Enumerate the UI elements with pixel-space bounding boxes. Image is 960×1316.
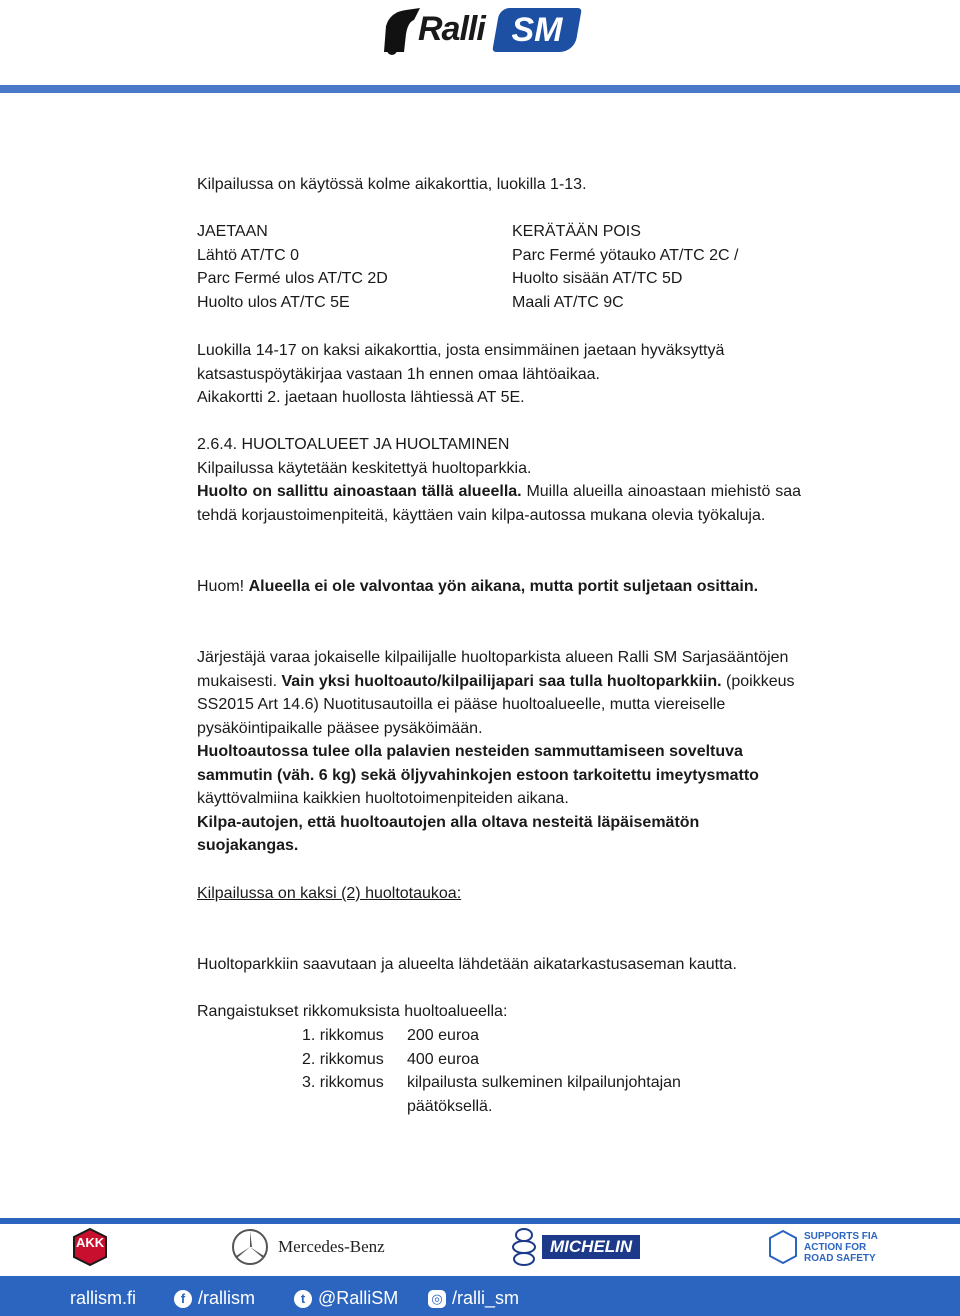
footer-links xyxy=(0,1282,960,1316)
service-breaks-heading: Kilpailussa on kaksi (2) huoltotaukoa: xyxy=(197,885,462,902)
penalty-row xyxy=(197,1071,801,1118)
akk-small-badge-icon xyxy=(768,1230,798,1264)
mercedes-logo xyxy=(230,1222,385,1272)
twitter-text: @RalliSM xyxy=(318,1288,399,1308)
akk-text: AKK xyxy=(76,1235,105,1250)
collected-column xyxy=(512,220,738,314)
page-header xyxy=(0,0,960,95)
fia-action-text: SUPPORTS FIA ACTION FOR ROAD SAFETY xyxy=(804,1230,878,1264)
twitter-icon: t xyxy=(294,1290,312,1308)
text-line: katsastuspöytäkirjaa vastaan 1h ennen omaa lähtöaikaa. xyxy=(197,365,600,383)
text-span: (poikkeus SS2015 Art 14.6) Nuotitusautoilla ei pääse huoltoalueelle, mutta viereiselle pysäköintipaikalle pääsee pysäköimään. xyxy=(197,672,795,737)
logo-badge: SM xyxy=(492,8,582,52)
distributed-column xyxy=(197,220,388,314)
facebook-link[interactable] xyxy=(174,1288,255,1309)
bold-text: Vain yksi huoltoauto/kilpailijapari saa tulla huoltoparkkiin. xyxy=(281,672,722,690)
column-line: JAETAAN xyxy=(197,223,268,240)
penalty-value: 400 euroa xyxy=(407,1050,480,1068)
text-line: Kilpailussa käytetään keskitettyä huoltoparkkia. xyxy=(197,459,532,477)
entry-text: Huoltoparkkiin saavutaan ja alueelta lähdetään aikatarkastusaseman kautta. xyxy=(197,956,737,973)
text-span: Muilla alueilla ainoastaan miehistö saa tehdä korjaustoimenpiteitä, käyttäen vain kilpa-autossa mukana olevia työkaluja. xyxy=(197,483,802,524)
ralli-sm-logo xyxy=(380,4,580,64)
column-line: Huolto ulos AT/TC 5E xyxy=(197,293,350,311)
penalty-row xyxy=(197,1048,801,1072)
huom-paragraph xyxy=(197,575,801,599)
facebook-icon: f xyxy=(174,1290,192,1308)
bold-text: Kilpa-autojen, että huoltoautojen alla oltava nesteitä läpäisemätön suojakangas. xyxy=(197,813,700,854)
penalty-label: 3. rikkomus xyxy=(302,1074,384,1091)
column-line: KERÄTÄÄN POIS xyxy=(512,223,641,240)
intro-text: Kilpailussa on käytössä kolme aikakorttia, luokilla 1-13. xyxy=(197,176,587,193)
website-link[interactable] xyxy=(70,1288,136,1309)
instagram-icon: ◎ xyxy=(428,1290,446,1308)
penalties-list xyxy=(197,1024,801,1124)
text-line: käyttövalmiina kaikkien huoltotoimenpiteiden aikana. xyxy=(197,790,569,807)
header-bar xyxy=(0,85,960,93)
column-line: Huolto sisään AT/TC 5D xyxy=(512,270,683,287)
fia-action-logo xyxy=(768,1222,894,1272)
text-span: Huom! xyxy=(197,578,249,595)
mercedes-star-icon xyxy=(230,1227,270,1267)
text-span: Järjestäjä varaa jokaiselle kilpailijalle huoltoparkista alueen Ralli SM Sarjasääntöjen mukaisesti. xyxy=(197,649,789,690)
timecard-columns xyxy=(197,220,801,314)
column-line: Parc Fermé yötauko AT/TC 2C / xyxy=(512,246,739,264)
facebook-text: /rallism xyxy=(198,1288,255,1308)
bold-text: Huoltoautossa tulee olla palavien nesteiden sammuttamiseen soveltuva sammutin (väh. 6 kg) sekä öljyvahinkojen estoon tarkoitettu imeytysmatto xyxy=(197,743,759,784)
bold-text: Huolto on sallittu ainoastaan tällä alueella. xyxy=(197,483,522,500)
logo-text: Ralli xyxy=(418,10,485,48)
service-section xyxy=(197,433,801,527)
penalty-label: 1. rikkomus xyxy=(302,1027,384,1044)
bold-text: Alueella ei ole valvontaa yön aikana, mutta portit suljetaan osittain. xyxy=(248,578,759,595)
service-park-paragraph xyxy=(197,646,801,858)
website-text: rallism.fi xyxy=(70,1288,136,1308)
penalty-row xyxy=(197,1024,801,1048)
twitter-link[interactable] xyxy=(294,1288,398,1309)
penalty-value: kilpailusta sulkeminen kilpailunjohtajan päätöksellä. xyxy=(407,1074,681,1115)
penalty-value: 200 euroa xyxy=(407,1027,480,1044)
bibendum-icon xyxy=(510,1227,538,1267)
michelin-text: MICHELIN xyxy=(542,1235,640,1259)
column-line: Lähtö AT/TC 0 xyxy=(197,246,299,264)
text-line: Luokilla 14-17 on kaksi aikakorttia, josta ensimmäinen jaetaan hyväksyttyä xyxy=(197,342,725,359)
column-line: Parc Fermé ulos AT/TC 2D xyxy=(197,270,388,287)
penalties-heading: Rangaistukset rikkomuksista huoltoalueella: xyxy=(197,1003,508,1020)
instagram-link[interactable] xyxy=(428,1288,519,1309)
penalty-label: 2. rikkomus xyxy=(302,1050,384,1068)
text-line: Aikakortti 2. jaetaan huollosta lähtiessä AT 5E. xyxy=(197,389,525,406)
instagram-text: /ralli_sm xyxy=(452,1288,520,1308)
service-rule-paragraph xyxy=(197,480,801,527)
michelin-logo xyxy=(510,1222,640,1272)
mercedes-text: Mercedes-Benz xyxy=(278,1237,385,1256)
column-line: Maali AT/TC 9C xyxy=(512,293,624,311)
classes-paragraph xyxy=(197,339,801,410)
section-heading: 2.6.4. HUOLTOALUEET JA HUOLTAMINEN xyxy=(197,436,510,453)
akk-logo xyxy=(70,1222,110,1272)
